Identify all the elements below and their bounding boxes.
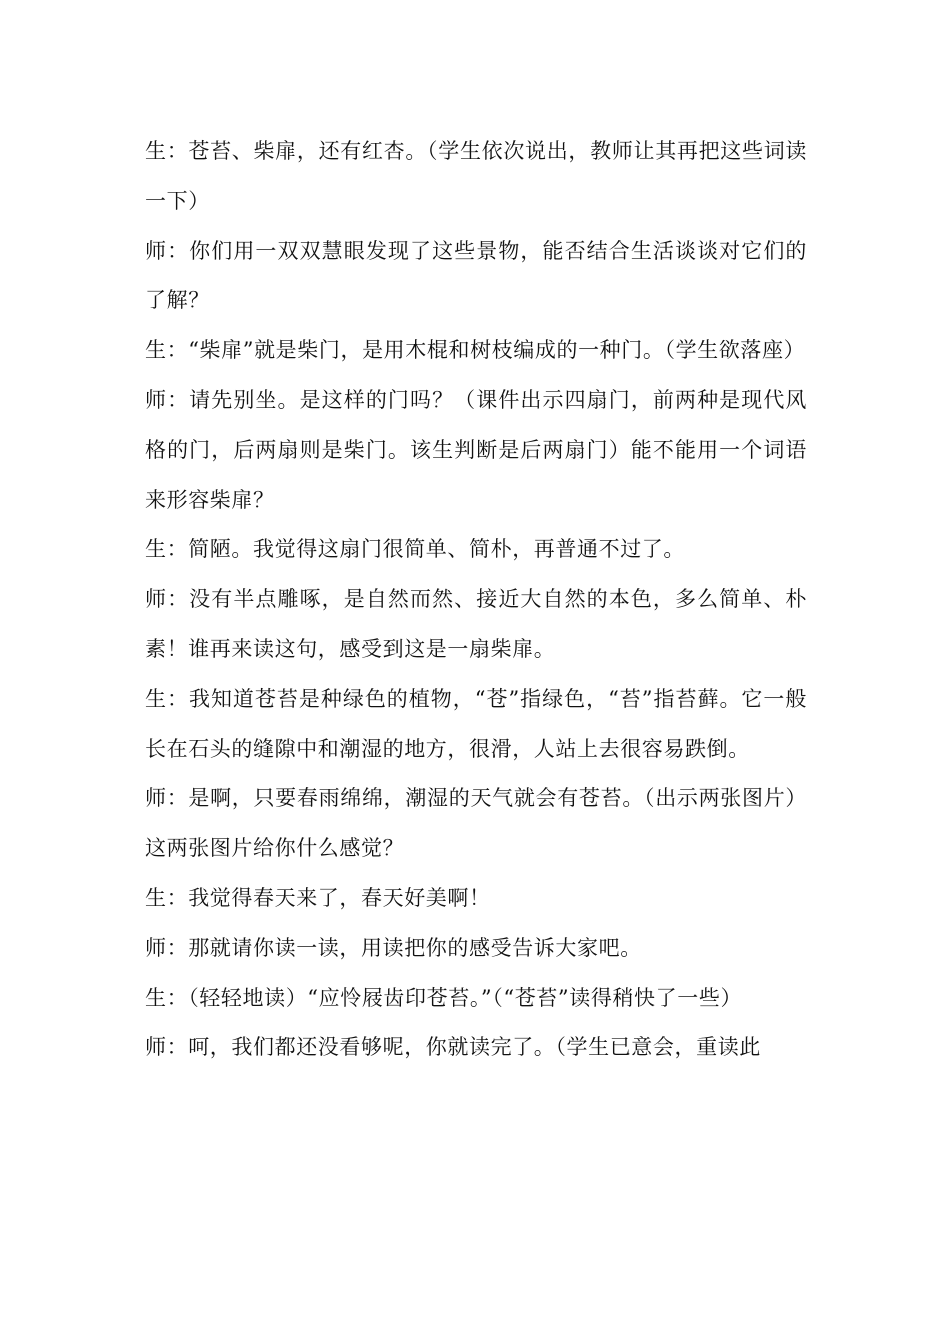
paragraph-3: 生：“柴扉”就是柴门，是用木棍和树枝编成的一种门。（学生欲落座） — [145, 338, 806, 363]
paragraph-9: 生：我觉得春天来了，春天好美啊！ — [145, 885, 491, 910]
document-body — [145, 127, 807, 1073]
paragraph-5: 生：简陋。我觉得这扇门很简单、简朴，再普通不过了。 — [145, 537, 685, 562]
paragraph-12: 师：呵，我们都还没看够呢，你就读完了。（学生已意会，重读此 — [145, 1035, 761, 1060]
paragraph-2: 师：你们用一双双慧眼发现了这些景物，能否结合生活谈谈对它们的了解？ — [145, 238, 807, 313]
paragraph-7: 生：我知道苍苔是种绿色的植物，“苍”指绿色，“苔”指苔藓。它一般长在石头的缝隙中和潮湿的地方，很滑，人站上去很容易跌倒。 — [145, 686, 807, 761]
paragraph-8: 师：是啊，只要春雨绵绵，潮湿的天气就会有苍苔。（出示两张图片）这两张图片给你什么感觉？ — [145, 786, 807, 861]
paragraph-6: 师：没有半点雕啄，是自然而然、接近大自然的本色，多么简单、朴素！谁再来读这句，感受到这是一扇柴扉。 — [145, 587, 807, 661]
paragraph-10: 师：那就请你读一读，用读把你的感受告诉大家吧。 — [145, 935, 642, 960]
paragraph-1: 生：苍苔、柴扉，还有红杏。（学生依次说出，教师让其再把这些词读一下） — [145, 139, 807, 213]
paragraph-4: 师：请先别坐。是这样的门吗？（课件出示四扇门，前两种是现代风格的门，后两扇则是柴门。该生判断是后两扇门）能不能用一个词语来形容柴扉？ — [145, 387, 807, 512]
paragraph-11: 生：（轻轻地读）“应怜屐齿印苍苔。”（“苍苔”读得稍快了一些） — [145, 985, 743, 1010]
